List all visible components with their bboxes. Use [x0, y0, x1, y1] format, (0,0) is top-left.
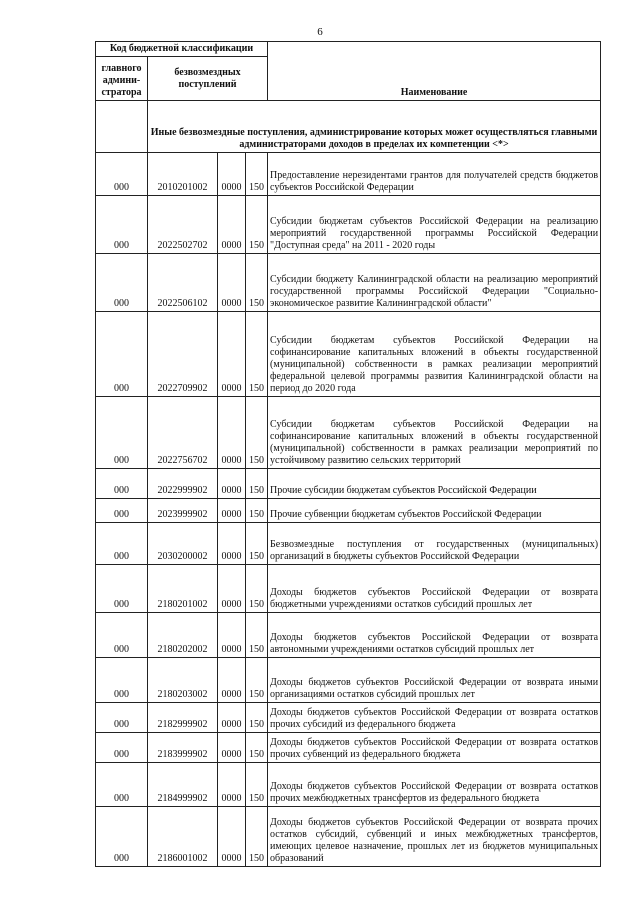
cell-admin: 000	[96, 733, 148, 763]
cell-admin: 000	[96, 523, 148, 565]
cell-code: 2022506102	[148, 254, 218, 312]
table-row	[96, 196, 601, 254]
cell-subcode: 0000	[218, 499, 246, 523]
cell-admin: 000	[96, 658, 148, 703]
cell-subcode: 0000	[218, 565, 246, 613]
cell-kosgu: 150	[246, 499, 268, 523]
cell-name: Предоставление нерезидентами грантов для получателей средств бюджетов субъектов Российской Федерации	[268, 153, 601, 196]
cell-subcode: 0000	[218, 153, 246, 196]
section-empty-cell	[96, 101, 148, 153]
cell-kosgu: 150	[246, 312, 268, 397]
cell-kosgu: 150	[246, 196, 268, 254]
cell-admin: 000	[96, 499, 148, 523]
cell-code: 2030200002	[148, 523, 218, 565]
table-row	[96, 658, 601, 703]
cell-code: 2022756702	[148, 397, 218, 469]
cell-name: Прочие субсидии бюджетам субъектов Российской Федерации	[268, 469, 601, 499]
cell-admin: 000	[96, 763, 148, 807]
table-row	[96, 153, 601, 196]
cell-kosgu: 150	[246, 703, 268, 733]
cell-admin: 000	[96, 613, 148, 658]
cell-name: Доходы бюджетов субъектов Российской Федерации от возврата остатков прочих субвенций из федерального бюджета	[268, 733, 601, 763]
cell-kosgu: 150	[246, 469, 268, 499]
cell-name: Доходы бюджетов субъектов Российской Федерации от возврата прочих остатков субсидий, субвенций и иных межбюджетных трансфертов, имеющих целевое назначение, прошлых лет из бюджетов муниципальных образований	[268, 807, 601, 867]
cell-subcode: 0000	[218, 196, 246, 254]
cell-name: Субсидии бюджетам субъектов Российской Федерации на реализацию мероприятий государственной программы Российской Федерации "Доступная среда" на 2011 - 2020 годы	[268, 196, 601, 254]
cell-subcode: 0000	[218, 807, 246, 867]
cell-subcode: 0000	[218, 397, 246, 469]
cell-kosgu: 150	[246, 733, 268, 763]
cell-kosgu: 150	[246, 763, 268, 807]
cell-code: 2182999902	[148, 703, 218, 733]
header-receipts: безвозмездных поступлений	[148, 57, 268, 101]
cell-code: 2180201002	[148, 565, 218, 613]
cell-code: 2180203002	[148, 658, 218, 703]
table-row	[96, 763, 601, 807]
cell-admin: 000	[96, 565, 148, 613]
cell-name: Субсидии бюджету Калининградской области на реализацию мероприятий государственной программы Российской Федерации "Социально-экономическое развитие Калининградской области"	[268, 254, 601, 312]
cell-code: 2010201002	[148, 153, 218, 196]
cell-name: Доходы бюджетов субъектов Российской Федерации от возврата иными организациями остатков субсидий прошлых лет	[268, 658, 601, 703]
cell-subcode: 0000	[218, 658, 246, 703]
table-row	[96, 807, 601, 867]
cell-code: 2183999902	[148, 733, 218, 763]
cell-admin: 000	[96, 469, 148, 499]
cell-name: Доходы бюджетов субъектов Российской Федерации от возврата бюджетными учреждениями остатков субсидий прошлых лет	[268, 565, 601, 613]
cell-code: 2022999902	[148, 469, 218, 499]
cell-subcode: 0000	[218, 254, 246, 312]
header-budget-classification: Код бюджетной классификации	[96, 42, 268, 57]
cell-admin: 000	[96, 703, 148, 733]
header-name: Наименование	[268, 42, 601, 101]
cell-name: Доходы бюджетов субъектов Российской Федерации от возврата автономными учреждениями остатков субсидий прошлых лет	[268, 613, 601, 658]
cell-subcode: 0000	[218, 613, 246, 658]
table-row	[96, 733, 601, 763]
cell-code: 2180202002	[148, 613, 218, 658]
table-row	[96, 254, 601, 312]
header-admin: главного админи-стратора	[96, 57, 148, 101]
table-row	[96, 469, 601, 499]
cell-kosgu: 150	[246, 153, 268, 196]
cell-code: 2022709902	[148, 312, 218, 397]
page-number: 6	[317, 26, 323, 38]
cell-kosgu: 150	[246, 254, 268, 312]
cell-admin: 000	[96, 196, 148, 254]
cell-kosgu: 150	[246, 658, 268, 703]
cell-kosgu: 150	[246, 807, 268, 867]
cell-subcode: 0000	[218, 312, 246, 397]
table-row	[96, 312, 601, 397]
table-row	[96, 565, 601, 613]
table-row	[96, 523, 601, 565]
cell-code: 2022502702	[148, 196, 218, 254]
cell-admin: 000	[96, 254, 148, 312]
cell-subcode: 0000	[218, 733, 246, 763]
cell-subcode: 0000	[218, 703, 246, 733]
cell-name: Субсидии бюджетам субъектов Российской Федерации на софинансирование капитальных вложений в объекты государственной (муниципальной) собственности в рамках реализации мероприятий по устойчивому развитию сельских территорий	[268, 397, 601, 469]
section-title: Иные безвозмездные поступления, администрирование которых может осуществляться главными администраторами доходов в пределах их компетенции <*>	[148, 101, 601, 153]
cell-code: 2184999902	[148, 763, 218, 807]
budget-classification-table	[95, 41, 601, 867]
cell-subcode: 0000	[218, 469, 246, 499]
cell-kosgu: 150	[246, 523, 268, 565]
cell-subcode: 0000	[218, 763, 246, 807]
table-row	[96, 499, 601, 523]
cell-kosgu: 150	[246, 613, 268, 658]
cell-admin: 000	[96, 807, 148, 867]
cell-admin: 000	[96, 312, 148, 397]
cell-kosgu: 150	[246, 565, 268, 613]
cell-name: Доходы бюджетов субъектов Российской Федерации от возврата остатков прочих субсидий из федерального бюджета	[268, 703, 601, 733]
cell-admin: 000	[96, 397, 148, 469]
header-row-group	[96, 42, 601, 57]
cell-kosgu: 150	[246, 397, 268, 469]
table-row	[96, 703, 601, 733]
cell-name: Безвозмездные поступления от государственных (муниципальных) организаций в бюджеты субъектов Российской Федерации	[268, 523, 601, 565]
section-row	[96, 101, 601, 153]
cell-subcode: 0000	[218, 523, 246, 565]
cell-code: 2186001002	[148, 807, 218, 867]
cell-name: Субсидии бюджетам субъектов Российской Федерации на софинансирование капитальных вложений в объекты государственной (муниципальной) собственности в рамках реализации мероприятий федеральной целевой программы развития Калининградской области на период до 2020 года	[268, 312, 601, 397]
table-row	[96, 397, 601, 469]
table-row	[96, 613, 601, 658]
cell-code: 2023999902	[148, 499, 218, 523]
cell-name: Доходы бюджетов субъектов Российской Федерации от возврата остатков прочих межбюджетных трансфертов из федерального бюджета	[268, 763, 601, 807]
cell-admin: 000	[96, 153, 148, 196]
cell-name: Прочие субвенции бюджетам субъектов Российской Федерации	[268, 499, 601, 523]
